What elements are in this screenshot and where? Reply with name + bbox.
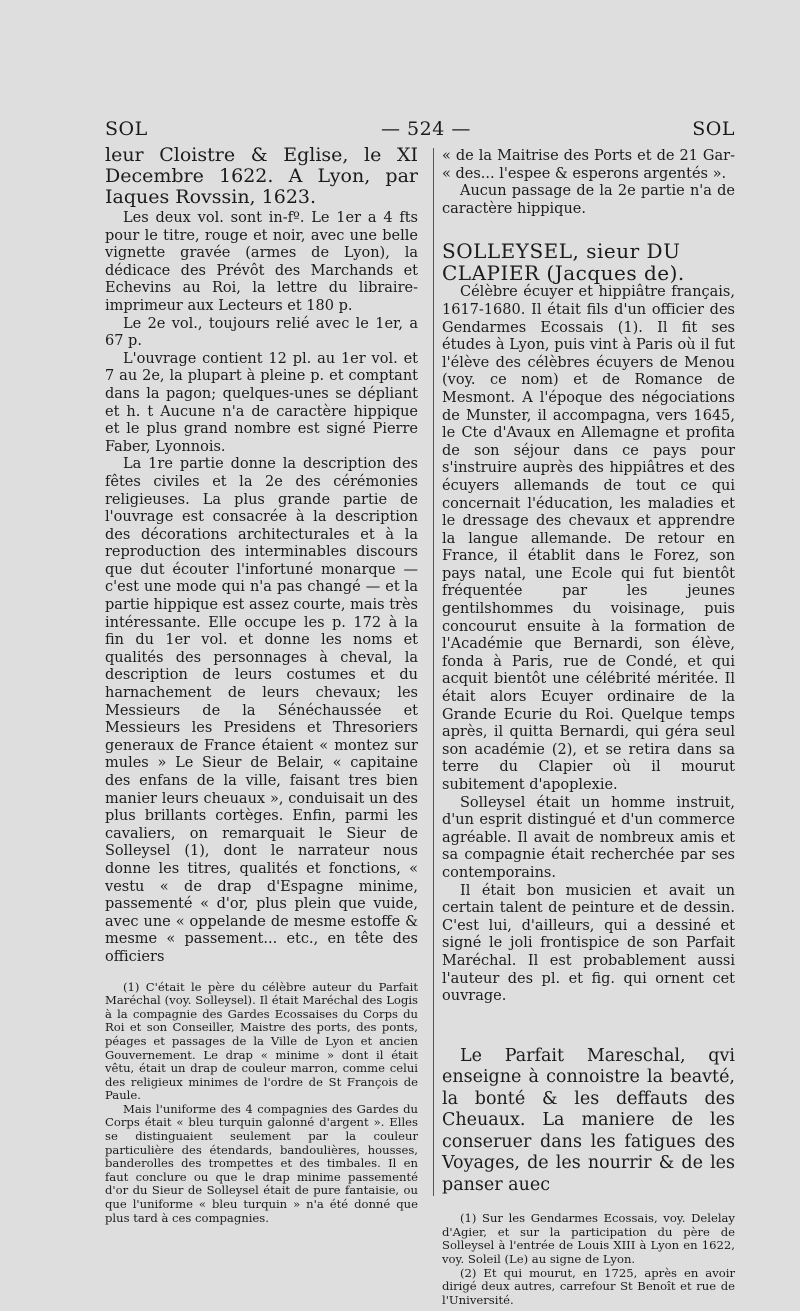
footnote: (1) C'était le père du célèbre auteur du Parfait Maréchal (voy. Solleysel). Il était Maréchal des Logis à la compagnie des Gardes Ecossaises du Corps du Roi et son Conseiller, Maistre des ports, des ponts, péages et passages de la Ville de Lyon et ancien Gouvernement. Le drap « minime » dont il était vêtu, était un drap de couleur marron, comme celui des religieux minimes de l'ordre de St François de Paule.	[105, 979, 418, 1103]
paragraph: Aucun passage de la 2e partie n'a de caractère hippique.	[442, 183, 735, 217]
paragraph: Le 2e vol., toujours relié avec le 1er, a 67 p.	[105, 315, 418, 350]
paragraph: Solleysel était un homme instruit, d'un esprit distingué et d'un commerce agréable. Il avait de nombreux amis et sa compagnie était recherchée par ses contemporains.	[442, 794, 735, 881]
paragraph: Les deux vol. sont in-fº. Le 1er a 4 fts pour le titre, rouge et noir, avec une belle vignette gravée (armes de Lyon), la dédicace des Prévôt des Marchands et Echevins au Roi, la lettre du libraire-imprimeur aux Lecteurs et 180 p.	[105, 210, 418, 314]
entry-title-continuation: leur Cloistre & Eglise, le XI Decembre 1622. A Lyon, par Iaques Rovssin, 1623.	[105, 144, 418, 208]
header-left: SOL	[105, 118, 148, 140]
footnote: (1) Sur les Gendarmes Ecossais, voy. Delelay d'Agier, et sur la participation du père de Solleysel à l'entrée de Louis XIII à Lyon en 1622, voy. Soleil (Le) au signe de Lyon.	[442, 1211, 735, 1266]
paragraph: Il était bon musicien et avait un certain talent de peinture et de dessin. C'est lui, d'ailleurs, qui a dessiné et signé le joli frontispice de son Parfait Maréchal. Il est probablement aussi l'auteur des pl. et fig. qui ornent cet ouvrage.	[442, 882, 735, 1005]
paragraph: L'ouvrage contient 12 pl. au 1er vol. et 7 au 2e, la plupart à pleine p. et comptant dans la pagon; quelques-unes se dépliant et h. t Aucune n'a de caractère hippique et le plus grand nombre est signé Pierre Faber, Lyonnois.	[105, 350, 418, 455]
right-column	[442, 148, 735, 1307]
page-number: — 524 —	[381, 118, 471, 140]
footnote: (2) Et qui mourut, en 1725, après en avoir dirigé deux autres, carrefour St Benoît et rue de l'Université.	[442, 1265, 735, 1307]
paragraph: La 1re partie donne la description des fêtes civiles et la 2e des cérémonies religieuses. La plus grande partie de l'ouvrage est consacrée à la description des décorations architecturales et à la reproduction des interminables discours que dut écouter l'infortuné monarque — c'est une mode qui n'a pas changé — et la partie hippique est assez courte, mais très intéressante. Elle occupe les p. 172 à la fin du 1er vol. et donne les noms et qualités des personnages à cheval, la description de leurs costumes et du harnachement de leurs chevaux; les Messieurs de la Sénéchaussée et Messieurs les Presidens et Thresoriers generaux de France étaient « montez sur mules » Le Sieur de Belair, « capitaine des enfans de la ville, faisant tres bien manier leurs cheuaux », conduisait un des plus brillants cortèges. Enfin, parmi les cavaliers, on remarquait le Sieur de Solleysel (1), dont le narrateur nous donne les titres, qualités et fonctions, « vestu « de drap d'Espagne minime, passementé « d'or, plus plein que vuide, avec une « oppelande de mesme estoffe & mesme « passement... etc., en tête des officiers	[105, 456, 418, 965]
footnote: Mais l'uniforme des 4 compagnies des Gardes du Corps était « bleu turquin galonné d'argent ». Elles se distinguaient seulement par la couleur particulière des étendards, bandoulières, housses, banderolles des trompettes et des timbales. Il en faut conclure ou que le drap minime passementé d'or du Sieur de Solleysel était de pure fantaisie, ou que l'uniforme « bleu turquin » n'a été donné que plus tard à ces compagnies.	[105, 1101, 418, 1225]
column-divider	[433, 148, 434, 1196]
paragraph: Célèbre écuyer et hippiâtre français, 1617-1680. Il était fils d'un officier des Gendarmes Ecossais (1). Il fit ses études à Lyon, puis vint à Paris où il fut l'élève des célèbres écuyers de Menou (voy. ce nom) et de Romance de Mesmont. A l'époque des négociations de Munster, il accompagna, vers 1645, le Cte d'Avaux en Allemagne et profita de son séjour dans ce pays pour s'instruire auprès des hippiâtres et des écuyers allemands de tout ce qui concernait l'éducation, les maladies et le dressage des chevaux et apprendre la langue allemande. De retour en France, il établit dans le Forez, son pays natal, une Ecole qui fut bientôt fréquentée par les jeunes gentilshommes du voisinage, puis concourut ensuite à la formation de l'Académie que Bernardi, son élève, fonda à Paris, rue de Condé, et qui acquit bientôt une célébrité méritée. Il était alors Ecuyer ordinaire de la Grande Ecurie du Roi. Quelque temps après, il quitta Bernardi, qui géra seul son académie (2), et se retira dans sa terre du Clapier où il mourut subitement d'apoplexie.	[442, 284, 735, 793]
quote-continuation: « de la Maitrise des Ports et de 21 Gar- « des... l'espee & esperons argentés ».	[442, 148, 735, 182]
book-title-quote: Le Parfait Mareschal, qvi enseigne à connoistre la beavté, la bonté & les deffauts des Cheuaux. La maniere de les conseruer dans les fatigues des Voyages, de les nourrir & de les panser auec	[442, 1045, 735, 1195]
header-right: SOL	[692, 118, 735, 140]
left-column	[105, 145, 418, 1225]
entry-title: SOLLEYSEL, sieur DU CLAPIER (Jacques de).	[442, 239, 685, 286]
